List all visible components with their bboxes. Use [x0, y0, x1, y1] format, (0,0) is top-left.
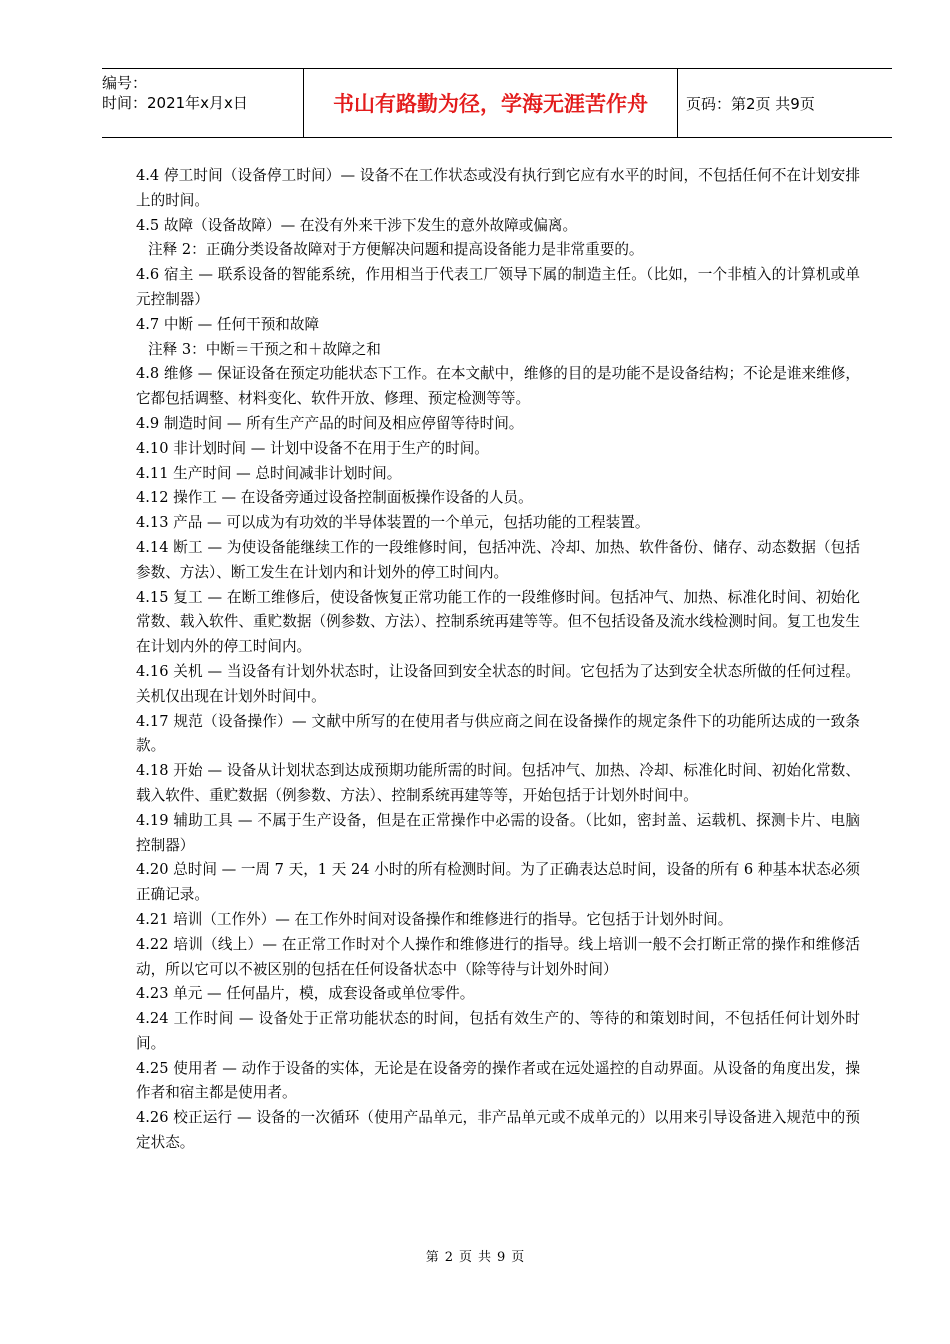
definition-paragraph: 4.17 规范（设备操作）— 文献中所写的在使用者与供应商之间在设备操作的规定条件下的功能所达成的一致条款。 — [136, 712, 860, 755]
definition-paragraph: 4.11 生产时间 — 总时间减非计划时间。 — [136, 464, 402, 482]
document-body — [136, 164, 860, 1156]
page-footer — [0, 1246, 950, 1265]
footer-total-pages: 9 — [497, 1250, 506, 1265]
definition-paragraph: 4.9 制造时间 — 所有生产产品的时间及相应停留等待时间。 — [136, 414, 524, 432]
header-page-label: 页码：第2页 共9页 — [686, 94, 815, 113]
footer-page-number: 2 — [444, 1250, 453, 1265]
definition-paragraph: 4.16 关机 — 当设备有计划外状态时，让设备回到安全状态的时间。它包括为了达到安全状态所做的任何过程。关机仅出现在计划外时间中。 — [136, 662, 860, 705]
note-paragraph: 注释 3：中断＝干预之和＋故障之和 — [148, 340, 381, 358]
definition-paragraph: 4.21 培训（工作外）— 在工作外时间对设备操作和维修进行的指导。它包括于计划外时间。 — [136, 910, 733, 928]
document-time-label: 时间：2021年x月x日 — [102, 94, 248, 112]
note-paragraph: 注释 2：正确分类设备故障对于方便解决问题和提高设备能力是非常重要的。 — [148, 241, 644, 259]
definition-paragraph: 4.18 开始 — 设备从计划状态到达成预期功能所需的时间。包括冲气、加热、冷却、标准化时间、初始化常数、载入软件、重贮数据（例参数、方法）、控制系统再建等等，开始包括于计划外时间中。 — [136, 762, 860, 804]
footer-text: 共 — [478, 1250, 492, 1265]
definition-paragraph: 4.7 中断 — 任何干预和故障 — [136, 315, 320, 333]
definition-paragraph: 4.14 断工 — 为使设备能继续工作的一段维修时间，包括冲洗、冷却、加热、软件备份、储存、动态数据（包括参数、方法）、断工发生在计划内和计划外的停工时间内。 — [136, 538, 860, 581]
definition-paragraph: 4.10 非计划时间 — 计划中设备不在用于生产的时间。 — [136, 439, 489, 457]
page-header — [102, 68, 892, 138]
definition-paragraph: 4.5 故障（设备故障）— 在没有外来干涉下发生的意外故障或偏离。 — [136, 216, 578, 234]
footer-text: 页 — [511, 1250, 525, 1265]
definition-paragraph: 4.20 总时间 — 一周 7 天，1 天 24 小时的所有检测时间。为了正确表达总时间，设备的所有 6 种基本状态必须正确记录。 — [136, 861, 860, 904]
header-motto: 书山有路勤为径，学海无涯苦作舟 — [304, 69, 678, 137]
definition-paragraph: 4.26 校正运行 — 设备的一次循环（使用产品单元，非产品单元或不成单元的）以用来引导设备进入规范中的预定状态。 — [136, 1109, 860, 1152]
definition-paragraph: 4.6 宿主 — 联系设备的智能系统，作用相当于代表工厂领导下属的制造主任。（比如，一个非植入的计算机或单元控制器） — [136, 266, 860, 308]
definition-paragraph: 4.4 停工时间（设备停工时间）— 设备不在工作状态或没有执行到它应有水平的时间，不包括任何不在计划安排上的时间。 — [136, 167, 860, 209]
definition-paragraph: 4.19 辅助工具 — 不属于生产设备，但是在正常操作中必需的设备。（比如，密封盖、运载机、探测卡片、电脑控制器） — [136, 811, 860, 854]
definition-paragraph: 4.8 维修 — 保证设备在预定功能状态下工作。在本文献中，维修的目的是功能不是设备结构；不论是谁来维修，它都包括调整、材料变化、软件开放、修理、预定检测等等。 — [136, 365, 860, 408]
definition-paragraph: 4.25 使用者 — 动作于设备的实体，无论是在设备旁的操作者或在远处遥控的自动界面。从设备的角度出发，操作者和宿主都是使用者。 — [136, 1059, 860, 1102]
header-left-cell — [102, 69, 304, 137]
definition-paragraph: 4.15 复工 — 在断工维修后，使设备恢复正常功能工作的一段维修时间。包括冲气、加热、标准化时间、初始化常数、载入软件、重贮数据（例参数、方法）、控制系统再建等等。但不包括设备及流水线检测时间。复工也发生在计划内外的停工时间内。 — [136, 588, 860, 656]
footer-text: 第 — [425, 1250, 439, 1265]
definition-paragraph: 4.22 培训（线上）— 在正常工作时对个人操作和维修进行的指导。线上培训一般不会打断正常的操作和维修活动，所以它可以不被区别的包括在任何设备状态中（除等待与计划外时间） — [136, 935, 860, 978]
definition-paragraph: 4.24 工作时间 — 设备处于正常功能状态的时间，包括有效生产的、等待的和策划时间，不包括任何计划外时间。 — [136, 1010, 860, 1052]
footer-text: 页 — [458, 1250, 472, 1265]
document-number-label: 编号： — [102, 74, 148, 92]
definition-paragraph: 4.13 产品 — 可以成为有功效的半导体装置的一个单元，包括功能的工程装置。 — [136, 514, 650, 532]
definition-paragraph: 4.12 操作工 — 在设备旁通过设备控制面板操作设备的人员。 — [136, 489, 533, 507]
definition-paragraph: 4.23 单元 — 任何晶片，模，成套设备或单位零件。 — [136, 985, 475, 1003]
